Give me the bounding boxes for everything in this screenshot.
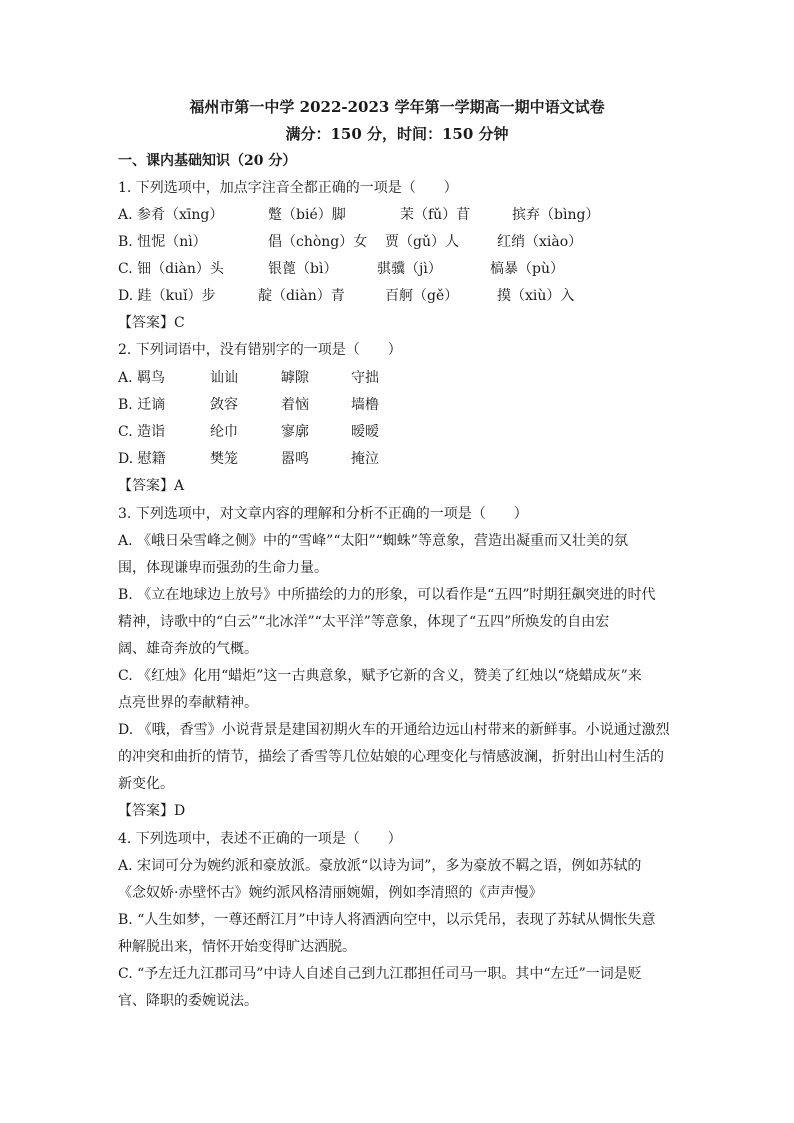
q3-line: D. 《哦，香雪》小说背景是建国初期火车的开通给边远山村带来的新鲜事。小说通过激烈: [118, 722, 670, 738]
q4-line: 《念奴娇·赤壁怀古》婉约派风格清丽婉媚，例如李清照的《声声慢》: [118, 885, 543, 901]
q4-line: 官、降职的委婉说法。: [118, 993, 258, 1009]
q3-line: 围，体现谦卑而强劲的生命力量。: [118, 560, 328, 576]
q1-a-3: 茉（fǔ）苜: [400, 207, 471, 223]
q1-b-4: 红绡（xiào）: [497, 234, 583, 250]
answer-tag: 【答案】: [118, 803, 174, 819]
q1-d-1: D. 跬（kuǐ）步: [118, 288, 216, 304]
answer-value: A: [174, 478, 185, 494]
q3-line: 精神，诗歌中的“白云”“北冰洋”“太平洋”等意象，体现了“五四”所焕发的自由宏: [118, 614, 610, 630]
q1-d-2: 靛（diàn）青: [258, 288, 345, 304]
q2-b-3: 着恼: [281, 397, 309, 413]
q3-line: 点亮世界的奉献精神。: [118, 695, 258, 711]
q1-d-3: 百舸（gě）: [385, 288, 459, 304]
q1-c-4: 槁暴（pù）: [490, 261, 564, 277]
q1-c-2: 银蓖（bì）: [268, 261, 338, 277]
q3-line: 阔、雄奇奔放的气概。: [118, 641, 258, 657]
q2-d-1: D. 慰籍: [118, 451, 166, 467]
q2-a-3: 罅隙: [281, 370, 309, 386]
q3-line: 新变化。: [118, 776, 174, 792]
answer-value: D: [174, 803, 186, 819]
q2-b-1: B. 迁谪: [118, 397, 166, 413]
question-3-stem: 3. 下列选项中，对文章内容的理解和分析不正确的一项是（ ）: [118, 506, 528, 522]
q4-line: A. 宋词可分为婉约派和豪放派。豪放派“以诗为词”，多为豪放不羁之语，例如苏轼的: [118, 858, 642, 874]
q1-a-1: A. 参肴（xīng）: [118, 207, 224, 223]
q3-line: A. 《峨日朵雪峰之侧》中的“雪峰”“太阳”“蜘蛛”等意象，营造出凝重而又壮美的氛: [118, 533, 628, 549]
question-1-stem: 1. 下列选项中，加点字注音全都正确的一项是（ ）: [118, 180, 458, 196]
q2-b-4: 墙橹: [351, 397, 379, 413]
q3-line: C. 《红烛》化用“蜡炬”这一古典意象，赋予它新的含义，赞美了红烛以“烧蜡成灰”来: [118, 668, 642, 684]
q2-a-1: A. 羁鸟: [118, 370, 166, 386]
q1-b-3: 贾（gǔ）人: [385, 234, 459, 250]
q1-answer: [118, 313, 185, 333]
q1-c-3: 骐骥（jì）: [377, 261, 442, 277]
q2-d-3: 嚣鸣: [281, 451, 309, 467]
q2-answer: [118, 476, 184, 496]
q2-b-2: 敛容: [210, 397, 238, 413]
q1-d-4: 摸（xiù）入: [497, 288, 575, 304]
answer-tag: 【答案】: [118, 315, 174, 331]
q4-line: B. “人生如梦，一尊还酹江月”中诗人将酒洒向空中，以示凭吊，表现了苏轼从惆怅失意: [118, 912, 656, 928]
q2-a-2: 讪讪: [210, 370, 238, 386]
q2-d-4: 掩泣: [351, 451, 379, 467]
q3-answer: [118, 801, 185, 821]
q2-a-4: 守拙: [351, 370, 379, 386]
question-2-stem: 2. 下列词语中，没有错别字的一项是（ ）: [118, 342, 402, 358]
q1-b-2: 倡（chòng）女: [268, 234, 368, 250]
q2-c-1: C. 造诣: [118, 424, 166, 440]
q3-line: 的冲突和曲折的情节，描绘了香雪等几位姑娘的心理变化与情感波澜，折射出山村生活的: [118, 749, 664, 765]
q1-c-1: C. 钿（diàn）头: [118, 261, 224, 277]
q1-b-1: B. 忸怩（nì）: [118, 234, 207, 250]
section-heading: 一、课内基础知识（20 分）: [118, 153, 297, 169]
answer-tag: 【答案】: [118, 478, 174, 494]
exam-title: 福州市第一中学 2022-2023 学年第一学期高一期中语文试卷: [189, 98, 605, 116]
question-4-stem: 4. 下列选项中，表述不正确的一项是（ ）: [118, 831, 402, 847]
q2-c-4: 暧暧: [351, 424, 379, 440]
q2-d-2: 樊笼: [210, 451, 238, 467]
exam-subtitle: 满分：150 分，时间：150 分钟: [285, 125, 509, 143]
q2-c-3: 寥廓: [281, 424, 309, 440]
q4-line: 种解脱出来，情怀开始变得旷达洒脱。: [118, 939, 356, 955]
q4-line: C. “予左迁九江郡司马”中诗人自述自己到九江郡担任司马一职。其中“左迁”一词是贬: [118, 966, 642, 982]
q2-c-2: 纶巾: [210, 424, 238, 440]
answer-value: C: [174, 315, 185, 331]
q1-a-2: 蹩（bié）脚: [268, 207, 346, 223]
q3-line: B. 《立在地球边上放号》中所描绘的力的形象，可以看作是“五四”时期狂飙突进的时代: [118, 587, 656, 603]
q1-a-4: 摈弃（bìng）: [512, 207, 600, 223]
